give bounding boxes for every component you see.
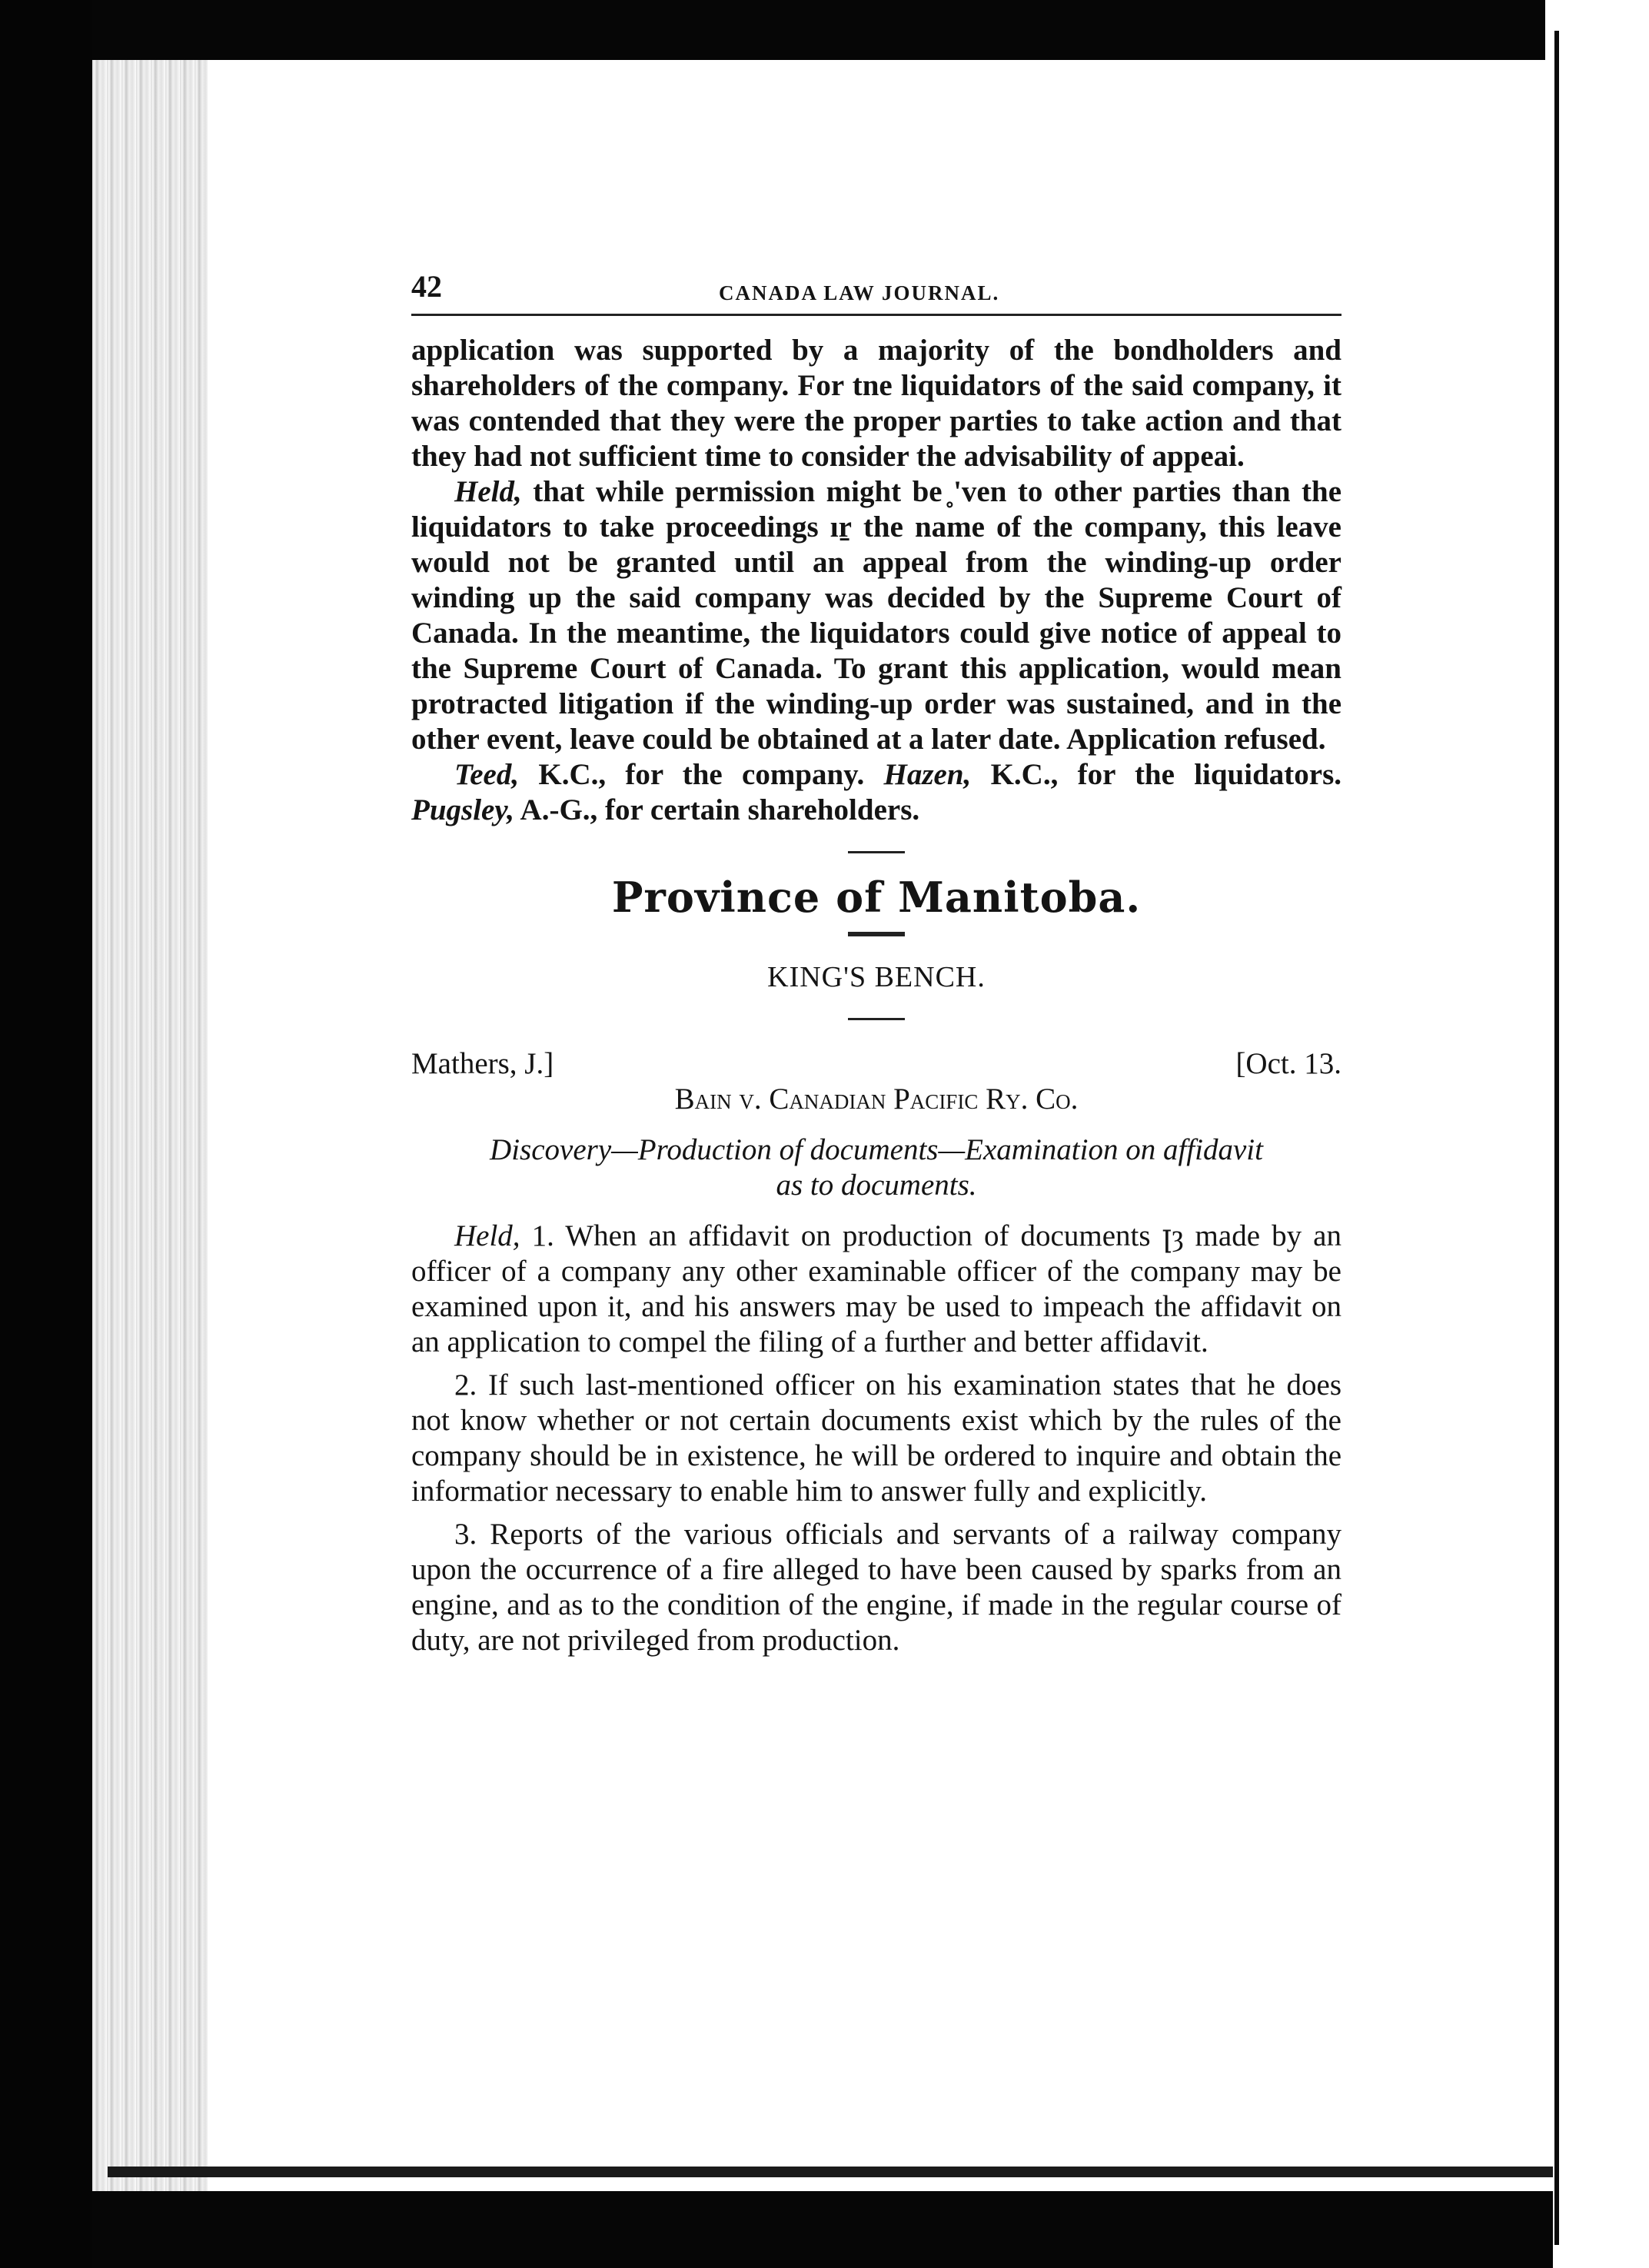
decision-date: [Oct. 13. <box>1235 1047 1341 1080</box>
heading-divider <box>848 932 905 936</box>
judge-name: Mathers, J.] <box>411 1047 554 1080</box>
counsel-name-teed: Teed, <box>454 758 520 791</box>
header-rule <box>411 314 1341 316</box>
holding-held-label: Held, <box>454 1219 520 1252</box>
paragraph-application: application was supported by a majority of the bondholders and shareholders of the company. For tne liquidators of the said company, it was contended that they were the proper parties to take action and that they had not sufficient time to consider the advisability of appeai. <box>411 334 1341 473</box>
page-number: 42 <box>411 269 442 304</box>
scan-page-edge-bottom <box>108 2167 1553 2177</box>
counsel-role-pugsley: A.-G., for certain shareholders. <box>514 793 920 826</box>
court-divider <box>848 1018 905 1020</box>
holding-1-text: 1. When an affidavit on production of documents ꞁȝ made by an officer of a company any other examinable officer of the company may be examined upon it, and his answers may be used to impeach the affidavit on an application to compel the filing of a further and better affidavit. <box>411 1219 1341 1358</box>
scan-border-bottom <box>92 2191 1553 2268</box>
held-text: that while permission might be ̥'ven to other parties than the liquidators to take proceedings ıṟ the name of the company, this leave would not be granted until an appeal from the winding-up order winding up the said company was decided by the Supreme Court of Canada. In the meantime, the liquidators could give notice of appeal to the Supreme Court of Canada. To grant this application, would mean protracted litigation if the winding-up order was sustained, and in the other event, leave could be obtained at a later date. Application refused. <box>411 475 1341 756</box>
counsel-name-hazen: Hazen, <box>883 758 972 791</box>
scan-border-top <box>92 0 1568 60</box>
scan-border-right <box>1554 31 1559 2245</box>
running-head <box>411 269 1341 308</box>
catchwords-line-1: Discovery—Production of documents—Examination on affidavit <box>490 1133 1263 1166</box>
paragraph-held <box>411 474 1341 757</box>
case-name: Bain v. Canadian Pacific Ry. Co. <box>674 1082 1079 1116</box>
counsel-role-teed: K.C., for the company. <box>519 758 884 791</box>
counsel-name-pugsley: Pugsley, <box>411 793 514 826</box>
judge-date-row <box>411 1046 1341 1082</box>
counsel-role-hazen: K.C., for the liquidators. <box>971 758 1341 791</box>
catchwords <box>411 1132 1341 1203</box>
catchwords-line-2: as to documents. <box>776 1169 977 1202</box>
holding-1 <box>411 1219 1341 1360</box>
court-heading: KING'S BENCH. <box>767 961 986 993</box>
scan-page-edge-left <box>92 46 208 2245</box>
held-label: Held, <box>454 475 522 508</box>
province-heading: Province of Manitoba. <box>611 873 1142 922</box>
scan-margin-right <box>1545 0 1649 2268</box>
holding-2: 2. If such last-mentioned officer on his examination states that he does not know whether or not certain documents exist which by the rules of the company should be in existence, he will be ordered to inquire and obtain the informatior necessary to enable him to answer fully and explicitly. <box>411 1368 1341 1508</box>
journal-page <box>411 269 1341 1658</box>
section-divider <box>848 851 905 853</box>
holding-3: 3. Reports of the various officials and servants of a railway company upon the occurrence of a fire alleged to have been caused by sparks from an engine, and as to the condition of the engine, if made in the regular course of duty, are not privileged from production. <box>411 1518 1341 1657</box>
paragraph-counsel <box>411 757 1341 828</box>
journal-title: CANADA LAW JOURNAL. <box>719 281 1000 304</box>
scan-border-left <box>0 0 92 2268</box>
